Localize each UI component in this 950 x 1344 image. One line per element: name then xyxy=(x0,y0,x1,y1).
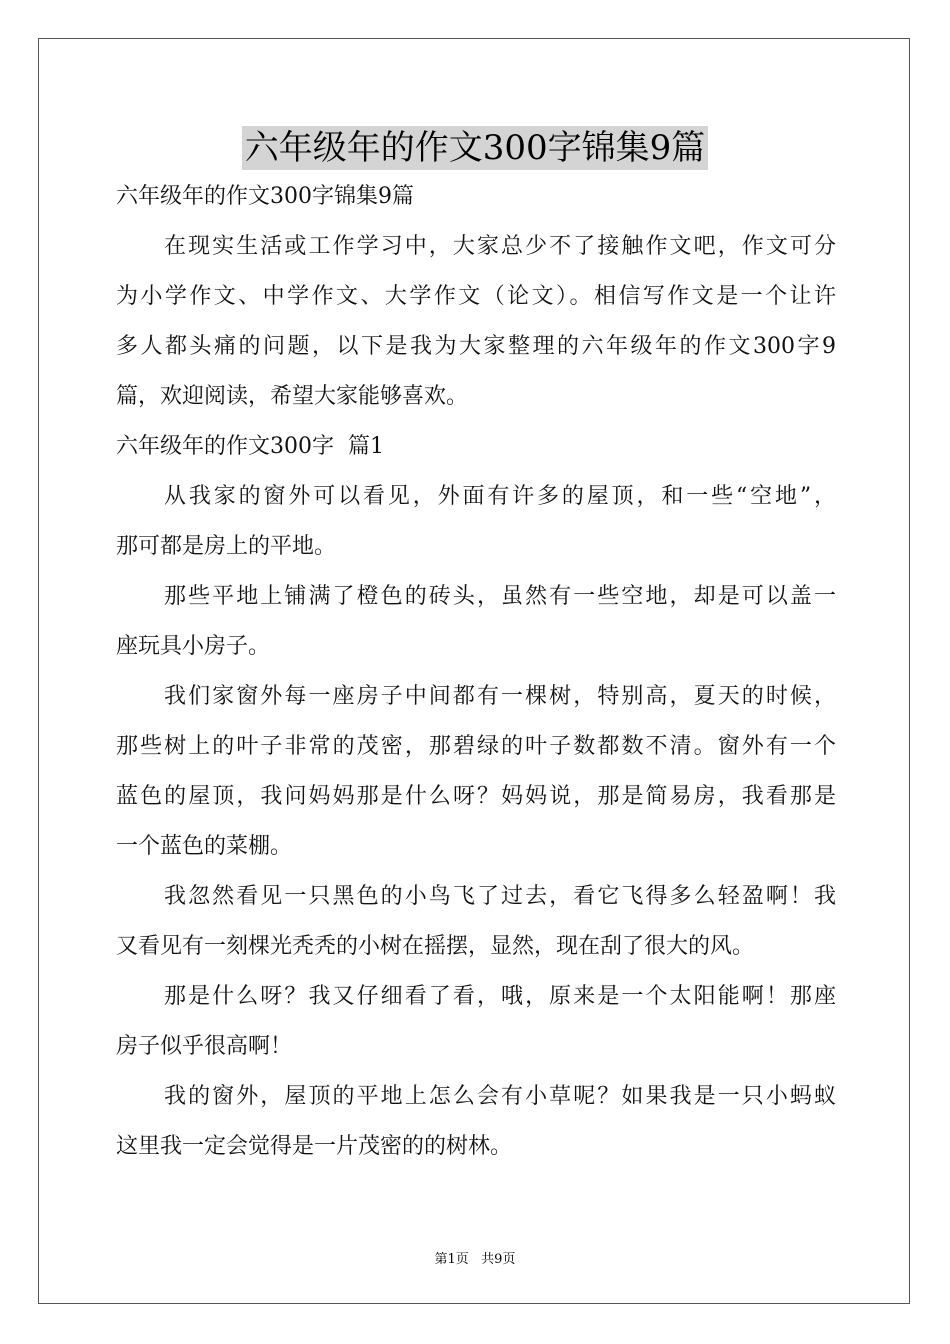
paragraph-line: 这里我一定会觉得是一片茂密的的树林。 xyxy=(116,1134,513,1159)
paragraph-line: 又看见有一刻棵光秃秃的小树在摇摆，显然，现在刮了很大的风。 xyxy=(116,934,755,959)
paragraph-line: 我的窗外，屋顶的平地上怎么会有小草呢？如果我是一只小蚂蚁 xyxy=(164,1084,836,1109)
title-container xyxy=(0,126,950,170)
paragraph-line: 房子似乎很高啊！ xyxy=(116,1034,293,1059)
paragraph-line: 那些树上的叶子非常的茂密，那碧绿的叶子数都数不清。窗外有一个 xyxy=(116,734,836,759)
intro-line: 多人都头痛的问题，以下是我为大家整理的六年级年的作文300字9 xyxy=(116,334,836,359)
intro-line: 在现实生活或工作学习中，大家总少不了接触作文吧，作文可分 xyxy=(164,234,836,259)
intro-line: 篇，欢迎阅读，希望大家能够喜欢。 xyxy=(116,384,469,409)
paragraph-line: 那可都是房上的平地。 xyxy=(116,534,337,559)
document-body xyxy=(116,172,836,1172)
document-subtitle: 六年级年的作文300字锦集9篇 xyxy=(116,184,414,209)
paragraph-line: 一个蓝色的菜棚。 xyxy=(116,834,293,859)
paragraph-line: 我们家窗外每一座房子中间都有一棵树，特别高，夏天的时候， xyxy=(164,684,836,709)
section-heading: 六年级年的作文300字 篇1 xyxy=(116,434,384,459)
document-title: 六年级年的作文300字锦集9篇 xyxy=(242,126,709,170)
paragraph-line: 座玩具小房子。 xyxy=(116,634,271,659)
paragraph-line: 蓝色的屋顶，我问妈妈那是什么呀？妈妈说，那是简易房，我看那是 xyxy=(116,784,836,809)
paragraph-line: 那些平地上铺满了橙色的砖头，虽然有一些空地，却是可以盖一 xyxy=(164,584,836,609)
page-footer: 第1页 共9页 xyxy=(434,1252,516,1267)
paragraph-line: 从我家的窗外可以看见，外面有许多的屋顶，和一些“空地”， xyxy=(164,484,836,509)
paragraph-line: 我忽然看见一只黑色的小鸟飞了过去，看它飞得多么轻盈啊！我 xyxy=(164,884,836,909)
intro-line: 为小学作文、中学作文、大学作文（论文）。相信写作文是一个让许 xyxy=(116,284,836,309)
paragraph-line: 那是什么呀？我又仔细看了看，哦，原来是一个太阳能啊！那座 xyxy=(164,984,836,1009)
